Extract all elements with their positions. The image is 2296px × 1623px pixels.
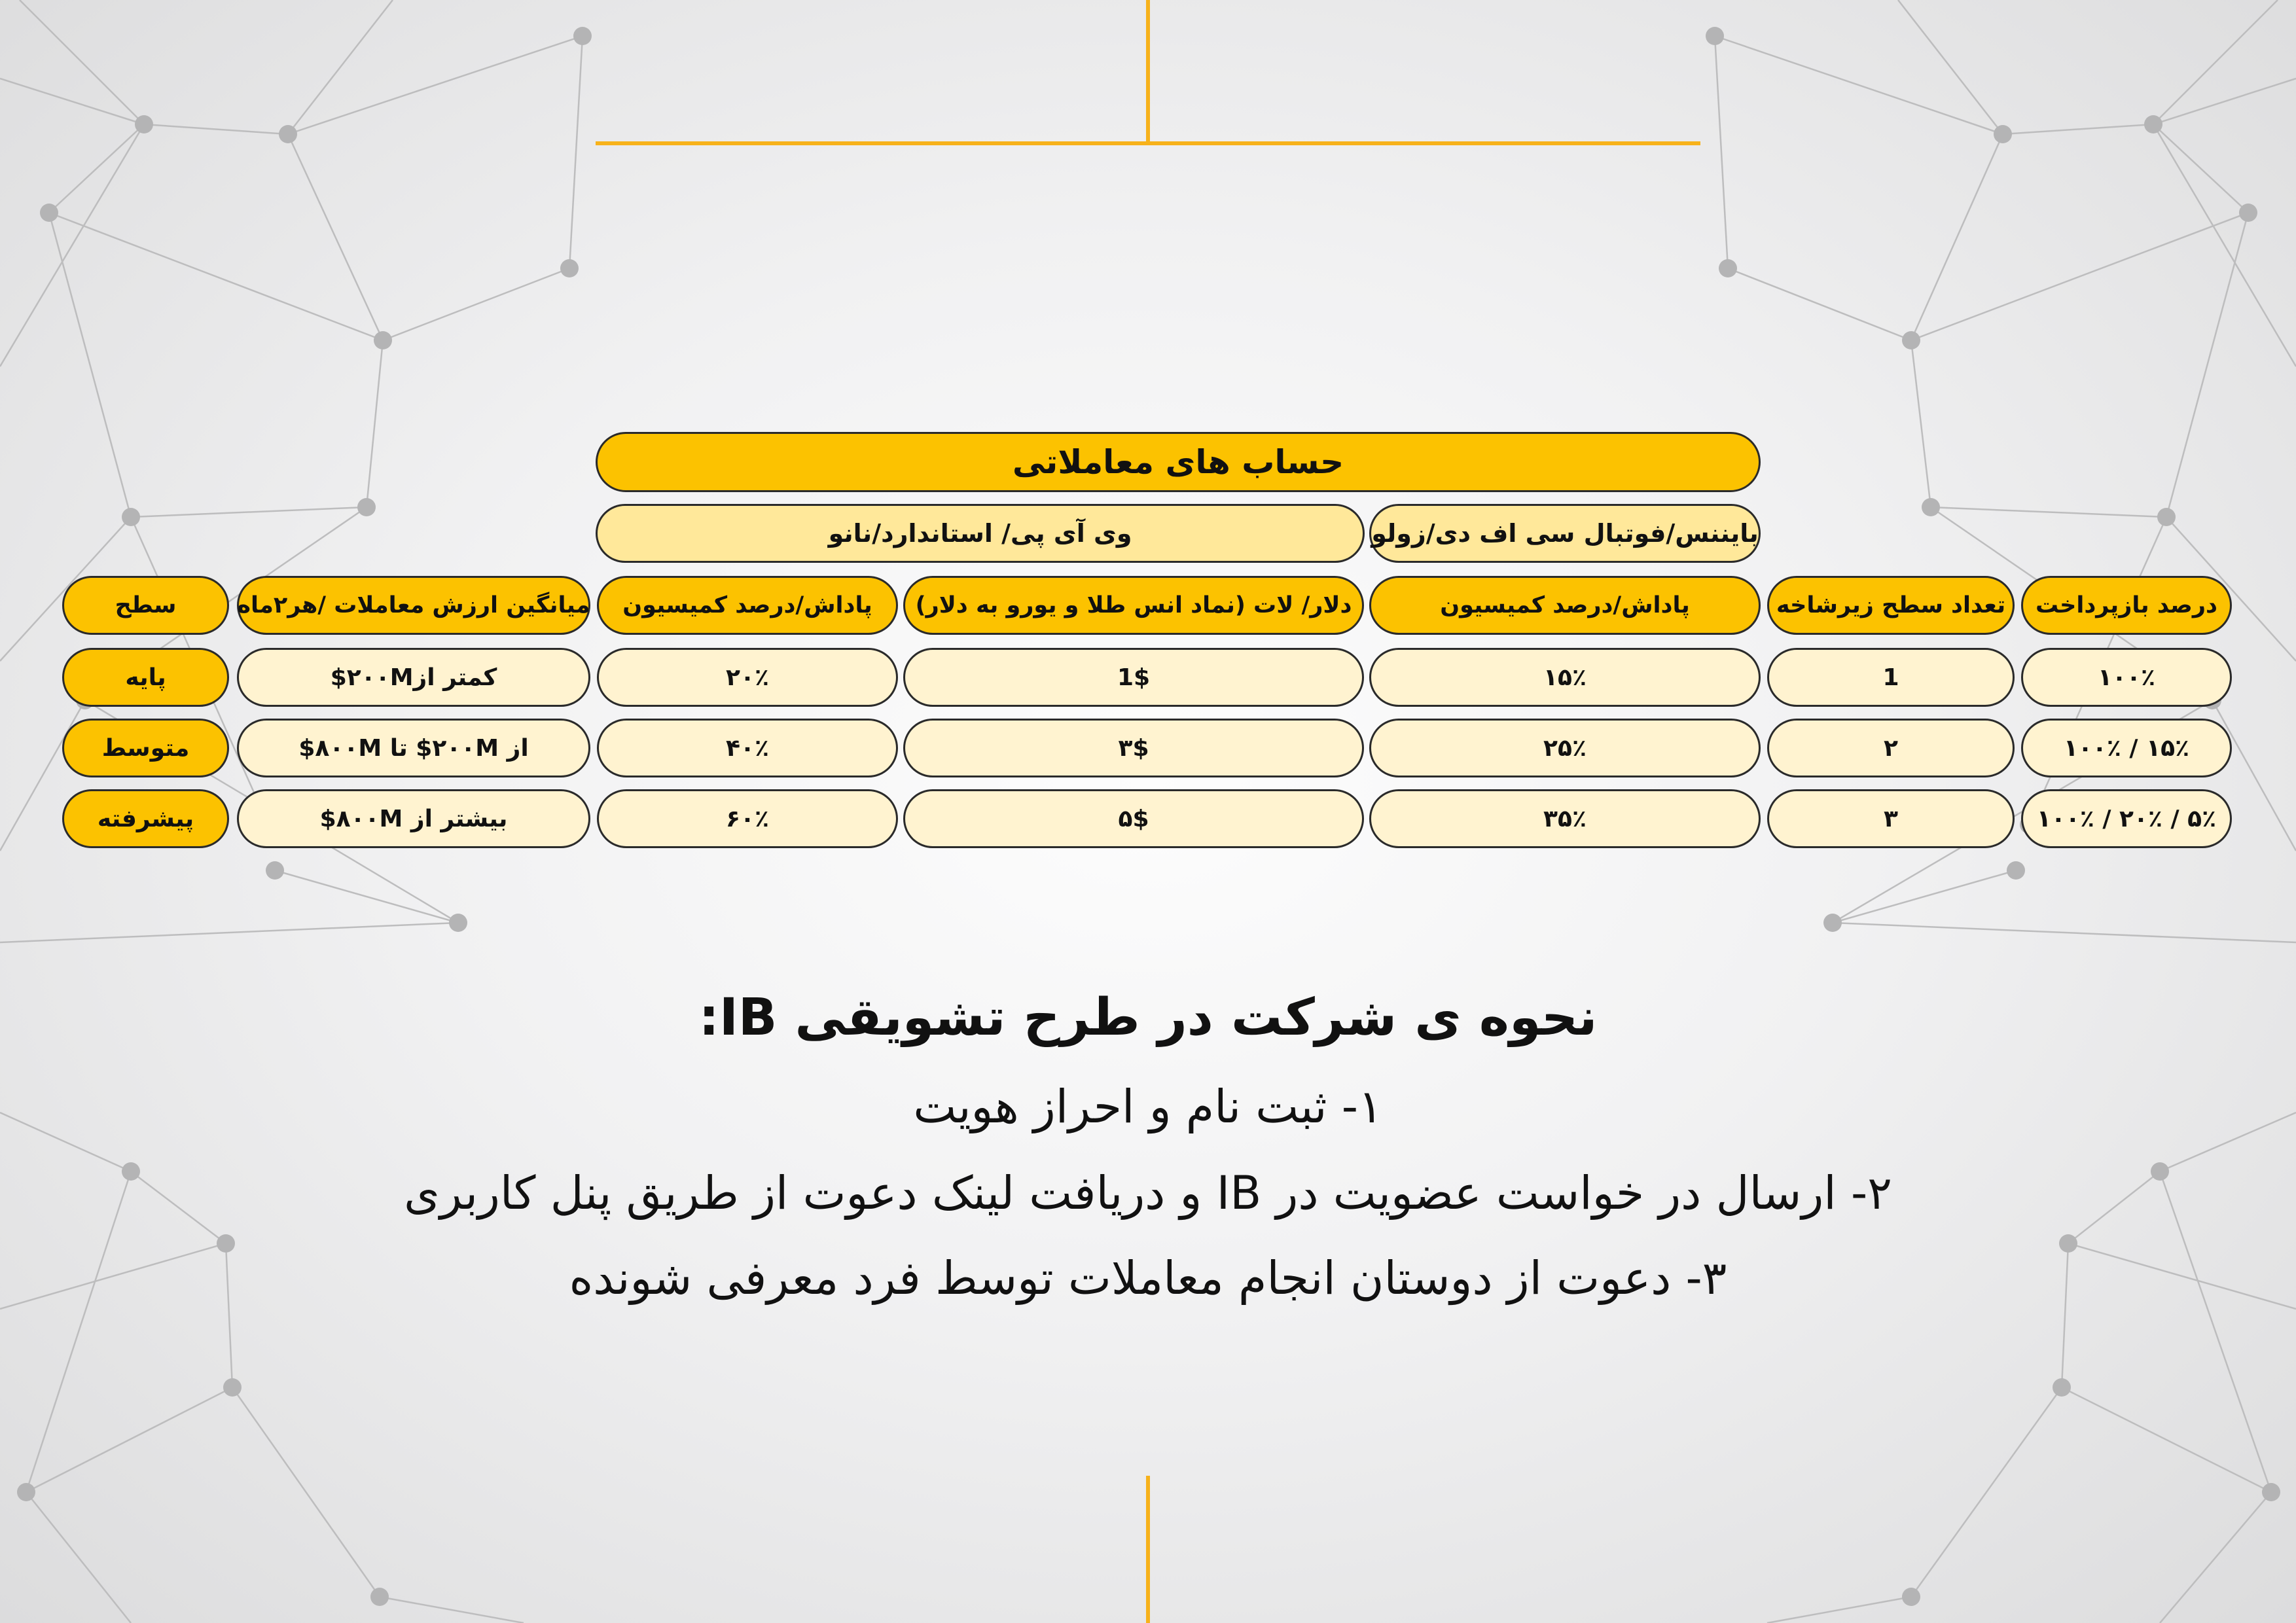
accent-vertical-line-top <box>1146 0 1150 144</box>
row-sub-levels: ۳ <box>1767 789 2015 848</box>
header-per-lot: دلار/ لات (نماد انس طلا و یورو به دلار) <box>903 576 1364 635</box>
row-per-lot: 1$ <box>903 648 1364 707</box>
row-avg-volume: از ۲۰۰M$ تا ۸۰۰M$ <box>237 719 590 777</box>
howto-step-2: ۲- ارسال در خواست عضویت در IB و دریافت لینک دعوت از طریق پنل کاربری <box>404 1166 1892 1220</box>
row-binance-reward: ۳۵٪ <box>1369 789 1761 848</box>
row-payout: ۱۵٪ / ۱۰۰٪ <box>2021 719 2232 777</box>
row-vip-reward: ۲۰٪ <box>597 648 898 707</box>
row-vip-reward: ۶۰٪ <box>597 789 898 848</box>
header-binance-reward: پاداش/درصد کمیسیون <box>1369 576 1761 635</box>
header-avg-volume: میانگین ارزش معاملات /هر۲ماه <box>237 576 590 635</box>
row-binance-reward: ۲۵٪ <box>1369 719 1761 777</box>
header-sub-levels: تعداد سطح زیرشاخه <box>1767 576 2015 635</box>
row-avg-volume: بیشتر از ۸۰۰M$ <box>237 789 590 848</box>
row-avg-volume: کمتر از۲۰۰M$ <box>237 648 590 707</box>
row-vip-reward: ۴۰٪ <box>597 719 898 777</box>
row-level: پایه <box>62 648 229 707</box>
row-payout: ۱۰۰٪ <box>2021 648 2232 707</box>
group-vip-standard-nano: وی آی پی/ استاندارد/نانو <box>596 504 1365 563</box>
table-title: حساب های معاملاتی <box>596 432 1761 492</box>
howto-step-3: ۳- دعوت از دوستان انجام معاملات توسط فرد معرفی شونده <box>569 1251 1727 1305</box>
row-sub-levels: ۲ <box>1767 719 2015 777</box>
accent-vertical-line-bottom <box>1146 1476 1150 1623</box>
group-binance-zulu: بایننس/فوتبال سی اف دی/زولو <box>1369 504 1761 563</box>
row-level: پیشرفته <box>62 789 229 848</box>
howto-step-1: ۱- ثبت نام و احراز هویت <box>913 1080 1383 1133</box>
header-payout: درصد بازپرداخت <box>2021 576 2232 635</box>
header-vip-reward: پاداش/درصد کمیسیون <box>597 576 898 635</box>
row-per-lot: ۳$ <box>903 719 1364 777</box>
row-level: متوسط <box>62 719 229 777</box>
row-per-lot: ۵$ <box>903 789 1364 848</box>
howto-title: نحوه ی شرکت در طرح تشویقی IB: <box>698 988 1598 1047</box>
header-level: سطح <box>62 576 229 635</box>
row-payout: ۵٪ / ۲۰٪ / ۱۰۰٪ <box>2021 789 2232 848</box>
row-binance-reward: ۱۵٪ <box>1369 648 1761 707</box>
row-sub-levels: 1 <box>1767 648 2015 707</box>
